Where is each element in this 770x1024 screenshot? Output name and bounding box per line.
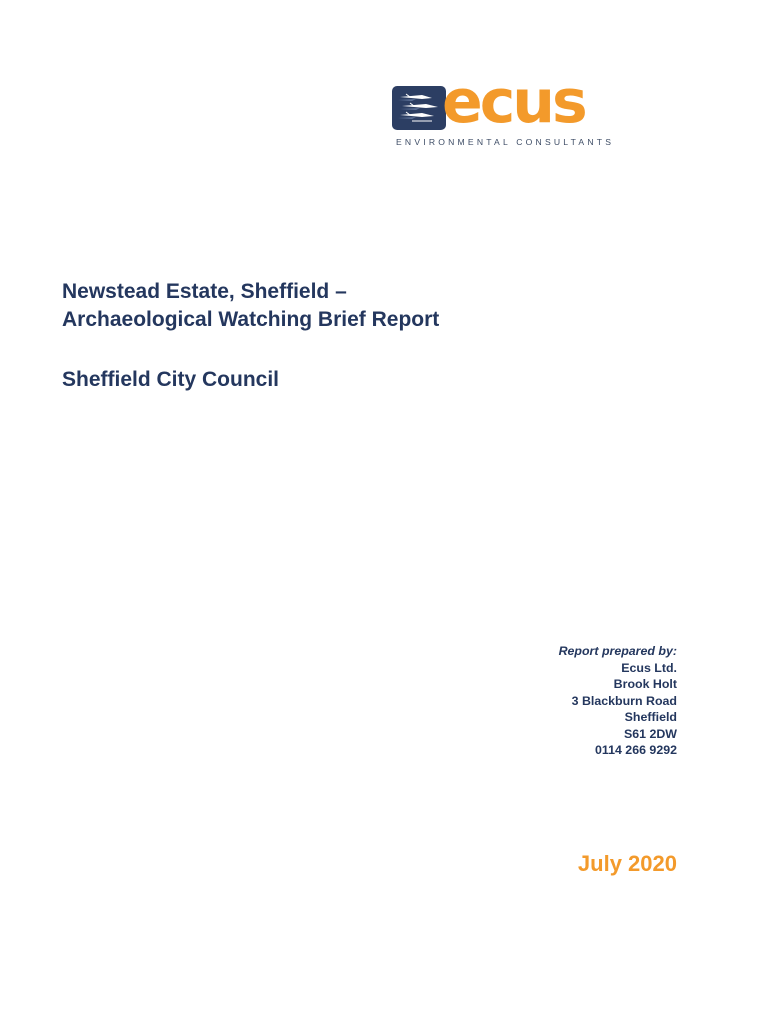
report-title-line2: Archaeological Watching Brief Report — [62, 308, 440, 331]
logo-tagline: ENVIRONMENTAL CONSULTANTS — [396, 137, 615, 147]
ecus-emblem-icon — [392, 86, 446, 130]
ecus-logo — [392, 67, 632, 148]
logo-wordmark: ecus — [442, 67, 585, 137]
prepared-by-block — [559, 643, 677, 759]
address-line: Ecus Ltd. — [621, 660, 677, 675]
address-line: Sheffield — [624, 710, 677, 724]
prepared-by-label: Report prepared by: — [558, 644, 677, 658]
address-line: 3 Blackburn Road — [571, 693, 677, 708]
report-title-line1: Newstead Estate, Sheffield – — [62, 280, 347, 303]
phone-number: 0114 266 9292 — [594, 743, 677, 757]
address-line: S61 2DW — [623, 726, 677, 741]
report-title — [62, 278, 439, 334]
address-line: Brook Holt — [613, 677, 677, 691]
report-date: July 2020 — [577, 851, 677, 876]
client-name: Sheffield City Council — [62, 368, 280, 391]
